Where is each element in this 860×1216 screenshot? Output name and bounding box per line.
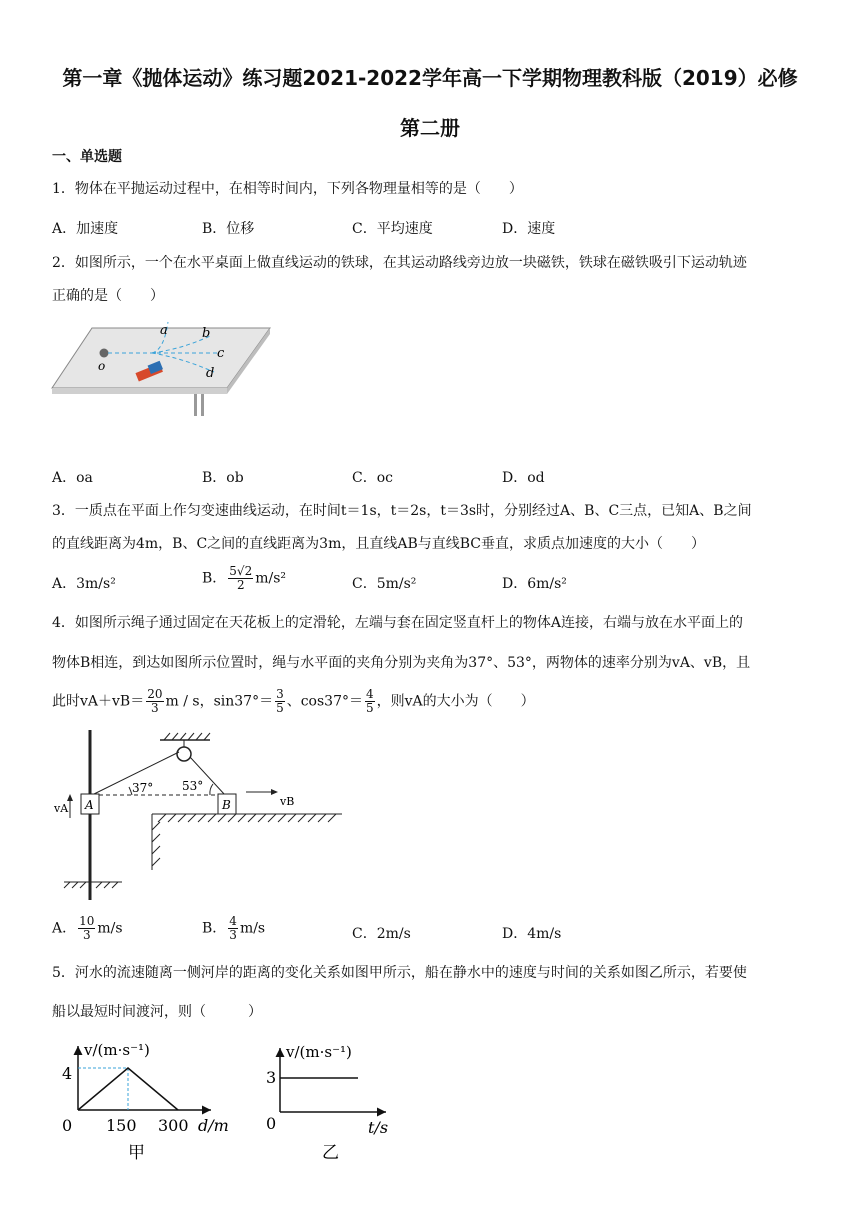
q2-option-a: A．oa <box>52 470 93 486</box>
numerator: 5√2 <box>229 564 253 578</box>
table-magnet-figure <box>52 320 282 420</box>
fraction <box>146 688 163 715</box>
x-tick-150: 150 <box>106 1116 137 1135</box>
denominator: 3 <box>151 701 159 715</box>
numerator: 4 <box>366 687 374 701</box>
block-b-label: B <box>222 798 231 812</box>
q4-option-c: C．2m/s <box>352 926 411 942</box>
q4-option-d: D．4m/s <box>502 926 562 942</box>
fraction <box>228 565 253 592</box>
q3-option-b <box>202 565 286 592</box>
block-a-label: A <box>85 798 94 812</box>
angle-53-label: 53° <box>182 779 204 793</box>
question-3-stem-line2: 的直线距离为4m，B、C之间的直线距离为3m，且直线AB与直线BC垂直，求质点加速度的大小（ ） <box>52 536 706 552</box>
unit: m/s² <box>255 570 287 587</box>
question-5-stem-line1: 5．河水的流速随离一侧河岸的距离的变化关系如图甲所示，船在静水中的速度与时间的关系如图乙所示，若要使 <box>52 965 747 981</box>
numerator: 20 <box>147 687 163 701</box>
river-speed-chart <box>56 1038 246 1168</box>
unit: m/s <box>97 920 123 937</box>
va-label: vA <box>54 802 69 815</box>
question-4-stem-line3 <box>52 688 535 715</box>
q3-option-b-label: B． <box>202 570 227 587</box>
q3-option-c: C．5m/s² <box>352 576 417 592</box>
label: B． <box>202 920 227 937</box>
q4-option-a <box>52 915 123 942</box>
y-axis-label: v/(m·s⁻¹) <box>84 1041 150 1059</box>
fraction <box>365 688 375 715</box>
y-tick-4: 4 <box>62 1064 73 1083</box>
pulley-figure <box>52 730 352 900</box>
question-2-stem-line1: 2．如图所示，一个在水平桌面上做直线运动的铁球，在其运动路线旁边放一块磁铁，铁球在磁铁吸引下运动轨迹 <box>52 255 747 271</box>
text: 、cos37°＝ <box>286 693 363 710</box>
section-heading: 一、单选题 <box>52 149 122 165</box>
question-4-stem-line2: 物体B相连，到达如图所示位置时，绳与水平面的夹角分别为夹角为37°、53°，两物体的速率分别为vA、vB，且 <box>52 655 751 671</box>
fraction <box>78 915 95 942</box>
label-d: d <box>206 366 215 381</box>
label-a: a <box>160 323 168 338</box>
y-axis-label: v/(m·s⁻¹) <box>286 1043 352 1061</box>
denominator: 5 <box>276 701 284 715</box>
label-b: b <box>202 326 211 341</box>
question-2-stem-line2: 正确的是（ ） <box>52 288 164 304</box>
vb-label: vB <box>280 795 295 808</box>
q1-option-d: D．速度 <box>502 221 556 237</box>
q2-option-c: C．oc <box>352 470 393 486</box>
question-3-stem-line1: 3．一质点在平面上作匀变速曲线运动，在时间t＝1s，t＝2s，t＝3s时，分别经过A、B、C三点，已知A、B之间 <box>52 503 752 519</box>
x-tick-0: 0 <box>62 1116 73 1135</box>
x-tick-300: 300 <box>158 1116 189 1135</box>
chart-caption-jia: 甲 <box>128 1143 145 1163</box>
q1-option-a: A．加速度 <box>52 221 119 237</box>
page-title: 第一章《抛体运动》练习题2021-2022学年高一下学期物理教科版（2019）必修 <box>62 66 798 90</box>
q3-option-d: D．6m/s² <box>502 576 567 592</box>
fraction <box>275 688 285 715</box>
numerator: 3 <box>276 687 284 701</box>
numerator: 10 <box>79 914 95 928</box>
q2-option-d: D．od <box>502 470 545 486</box>
q2-option-b: B．ob <box>202 470 244 486</box>
chart-caption-yi: 乙 <box>322 1143 339 1163</box>
label: A． <box>52 920 77 937</box>
fraction <box>228 915 238 942</box>
text: ，则vA的大小为（ ） <box>376 693 535 710</box>
x-axis-label: t/s <box>368 1118 389 1137</box>
question-5-stem-line2: 船以最短时间渡河，则（ ） <box>52 1004 262 1020</box>
q4-option-b <box>202 915 265 942</box>
question-4-stem-line1: 4．如图所示绳子通过固定在天花板上的定滑轮，左端与套在固定竖直杆上的物体A连接，右端与放在水平面上的 <box>52 615 744 631</box>
denominator: 3 <box>82 928 91 942</box>
q1-option-c: C．平均速度 <box>352 221 433 237</box>
x-axis-label: d/m <box>198 1116 229 1135</box>
denominator: 5 <box>366 701 374 715</box>
denominator: 3 <box>229 928 237 942</box>
y-tick-3: 3 <box>266 1068 277 1087</box>
text: 此时vA＋vB＝ <box>52 693 145 710</box>
page-title-line2: 第二册 <box>400 116 460 140</box>
x-tick-0: 0 <box>266 1114 277 1133</box>
denominator: 2 <box>236 578 245 592</box>
numerator: 4 <box>229 914 237 928</box>
unit: m/s <box>239 920 266 937</box>
label-o: o <box>98 359 106 373</box>
text: m / s，sin37°＝ <box>165 693 274 710</box>
label-c: c <box>217 346 225 361</box>
q1-option-b: B．位移 <box>202 221 255 237</box>
angle-37-label: 37° <box>132 781 154 795</box>
q3-option-a: A．3m/s² <box>52 576 116 592</box>
question-1-stem: 1．物体在平抛运动过程中，在相等时间内，下列各物理量相等的是（ ） <box>52 181 523 197</box>
boat-speed-chart <box>258 1040 408 1170</box>
